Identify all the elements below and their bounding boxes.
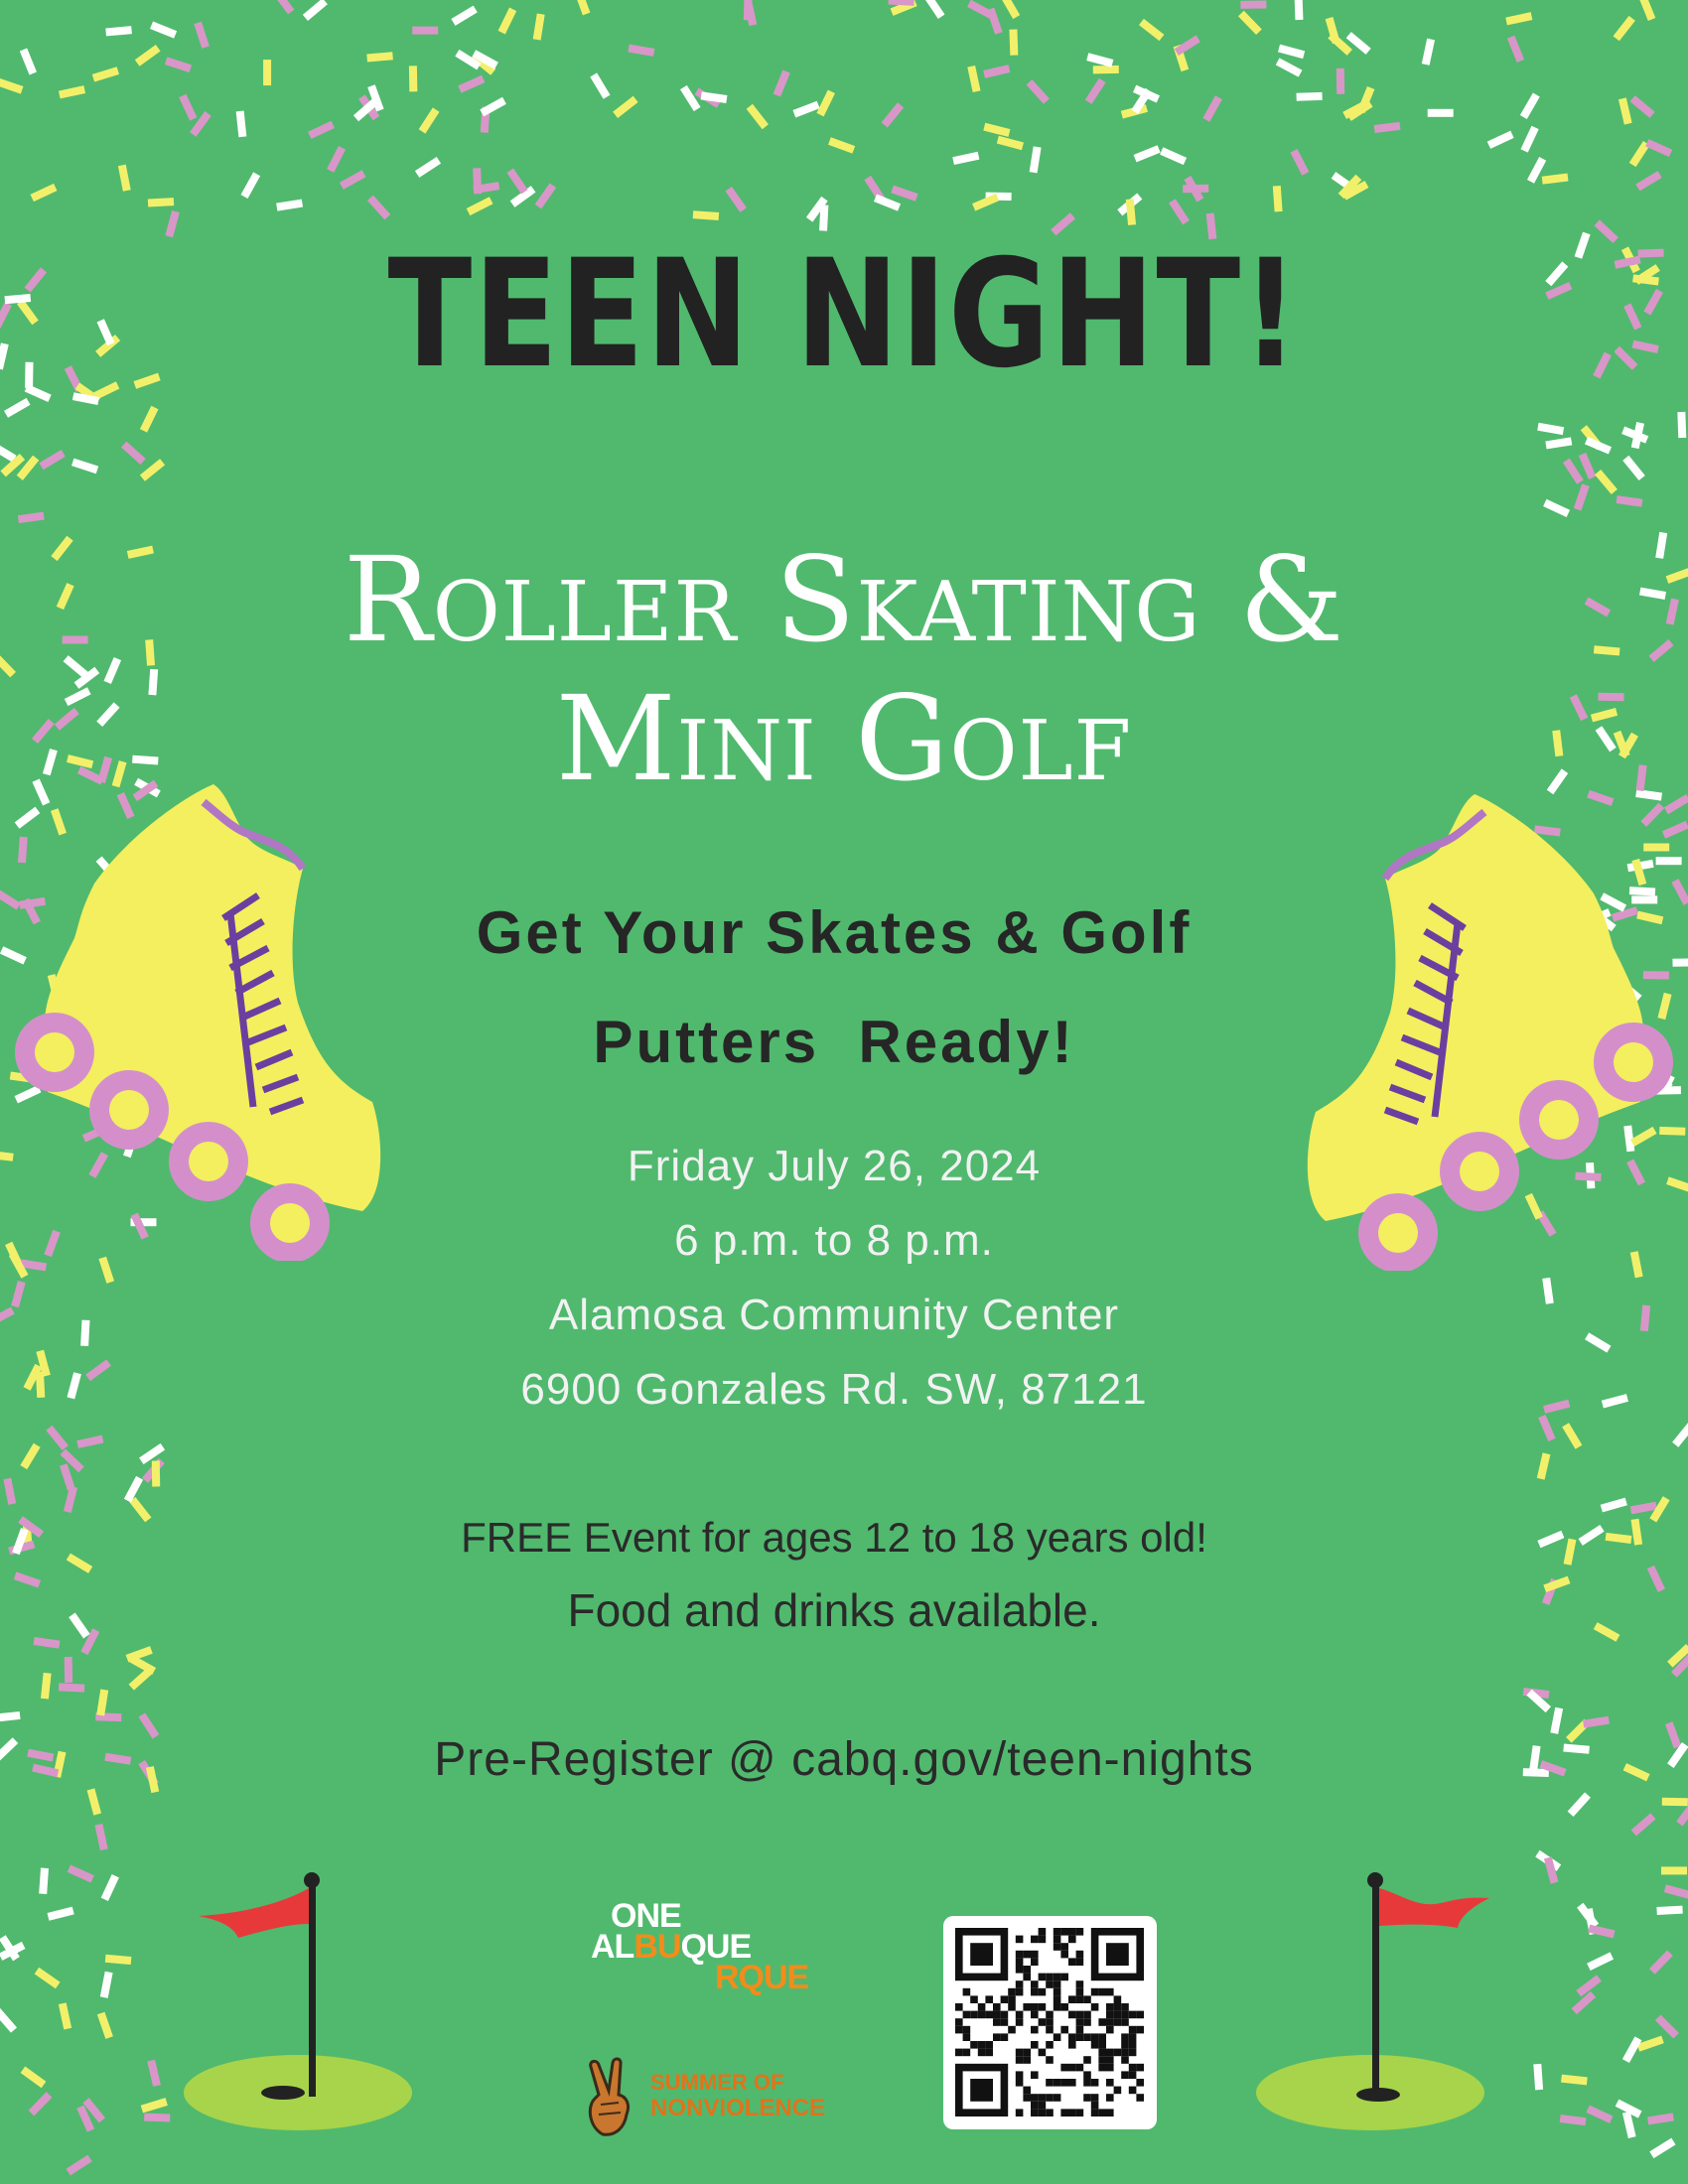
left-golf-flag-icon xyxy=(179,1866,427,2134)
logo-line-3: RQUE xyxy=(715,1959,809,1996)
tagline-line-1: Get Your Skates & Golf xyxy=(476,899,1193,966)
logo-line-2c: QUE xyxy=(680,1928,752,1966)
logo-line-2b: BU xyxy=(633,1928,681,1966)
summer-line-2: NONVIOLENCE xyxy=(650,2095,826,2121)
summer-of-nonviolence-logo xyxy=(650,2070,826,2121)
activity-line-2: Mini Golf xyxy=(555,670,1133,807)
eligibility-text: FREE Event for ages 12 to 18 years old! xyxy=(461,1514,1207,1561)
activity-line-1: Roller Skating & xyxy=(343,531,1345,668)
qr-code-pattern xyxy=(943,1916,1157,2129)
flyer-title: TEEN NIGHT! xyxy=(387,228,1301,401)
tagline-line-2: Putters Ready! xyxy=(593,1009,1075,1075)
event-date: Friday July 26, 2024 xyxy=(627,1142,1042,1190)
qr-code-icon[interactable] xyxy=(943,1916,1157,2129)
food-text: Food and drinks available. xyxy=(567,1584,1101,1636)
logo-line-1: ONE xyxy=(611,1897,681,1935)
event-address: 6900 Gonzales Rd. SW, 87121 xyxy=(520,1365,1148,1414)
logo-line-2a: AL xyxy=(591,1928,634,1966)
event-time: 6 p.m. to 8 p.m. xyxy=(674,1216,994,1265)
right-golf-flag-icon xyxy=(1251,1866,1499,2134)
register-link[interactable]: Pre-Register @ cabq.gov/teen-nights xyxy=(434,1733,1254,1786)
summer-line-1: SUMMER OF xyxy=(650,2070,784,2095)
event-venue: Alamosa Community Center xyxy=(548,1291,1120,1339)
one-albuquerque-logo xyxy=(591,1897,809,1996)
